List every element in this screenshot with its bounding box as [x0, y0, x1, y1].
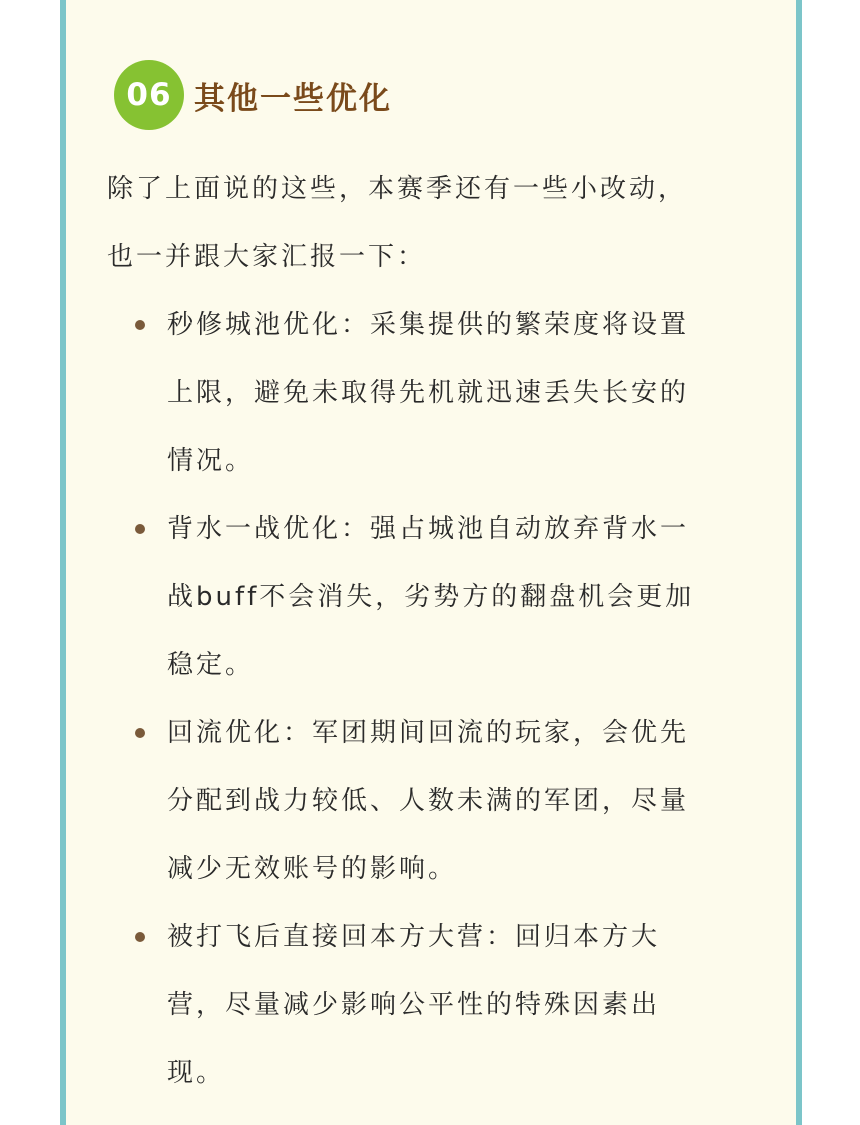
bullet-item-returning-players — [107, 699, 767, 903]
bullet-text-line: 情况。 — [167, 446, 255, 476]
bullet-item-last-stand — [107, 495, 767, 699]
bullet-text-line: 战buff不会消失，劣势方的翻盘机会更加 — [167, 582, 695, 612]
bullet-text-line: 现。 — [167, 1058, 226, 1088]
bullet-dot-icon — [135, 728, 145, 738]
article-body — [107, 155, 767, 1107]
bullet-dot-icon — [135, 932, 145, 942]
bullet-list — [107, 291, 767, 1107]
bullet-text-line: 回流优化：军团期间回流的玩家，会优先 — [167, 718, 690, 748]
bullet-dot-icon — [135, 524, 145, 534]
section-number-badge: 06 — [114, 60, 184, 130]
bullet-item-return-to-camp — [107, 903, 767, 1107]
bullet-text-line: 减少无效账号的影响。 — [167, 854, 458, 884]
section-header — [114, 60, 392, 130]
bullet-item-instant-repair — [107, 291, 767, 495]
bullet-text-line: 被打飞后直接回本方大营：回归本方大 — [167, 922, 661, 952]
intro-line: 也一并跟大家汇报一下： — [107, 242, 427, 272]
bullet-text-line: 稳定。 — [167, 650, 255, 680]
bullet-text-line: 营，尽量减少影响公平性的特殊因素出 — [167, 990, 661, 1020]
section-title: 其他一些优化 — [194, 80, 392, 117]
bullet-dot-icon — [135, 320, 145, 330]
bullet-text-line: 秒修城池优化：采集提供的繁荣度将设置 — [167, 310, 690, 340]
intro-line: 除了上面说的这些，本赛季还有一些小改动， — [107, 174, 688, 204]
bullet-text-line: 背水一战优化：强占城池自动放弃背水一 — [167, 514, 690, 544]
bullet-text-line: 分配到战力较低、人数未满的军团，尽量 — [167, 786, 690, 816]
bullet-text-line: 上限，避免未取得先机就迅速丢失长安的 — [167, 378, 690, 408]
